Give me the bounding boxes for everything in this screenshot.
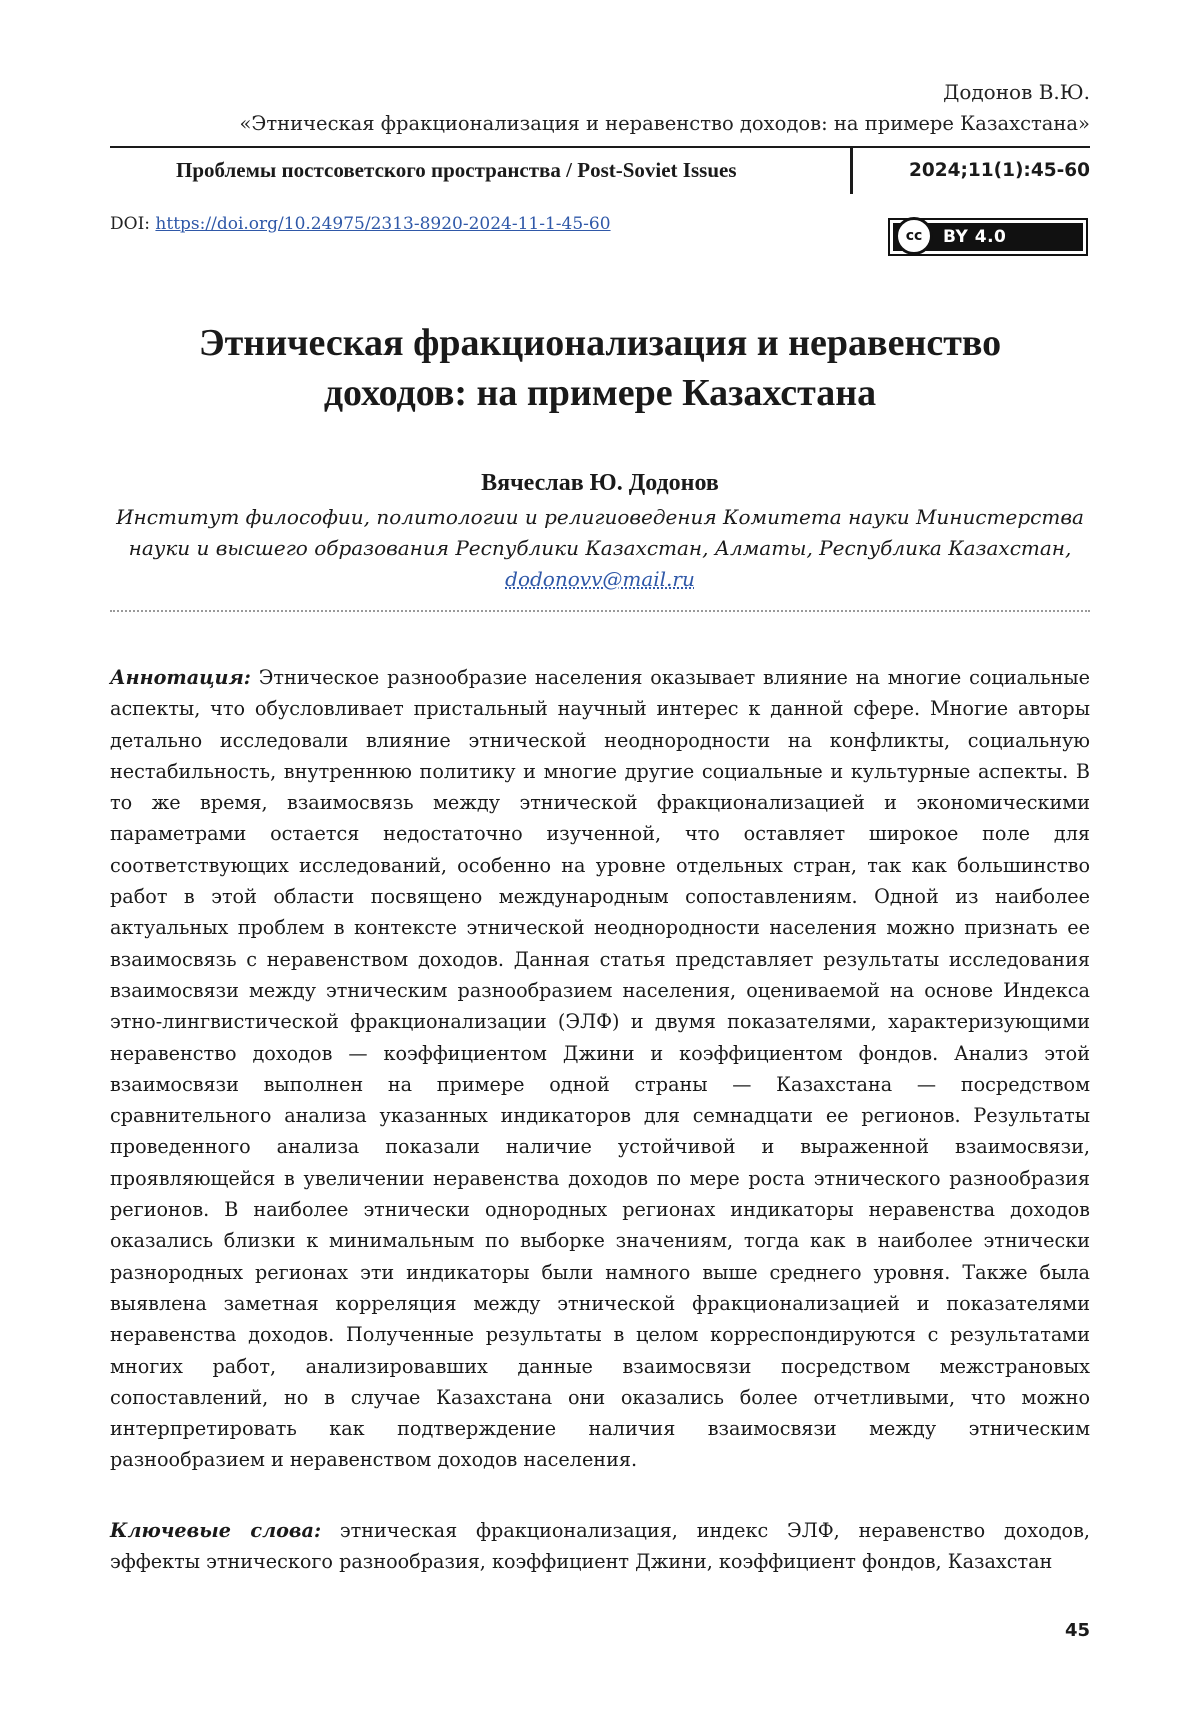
running-header-title: «Этническая фракционализация и неравенство доходов: на примере Казахстана»: [240, 112, 1091, 135]
author-name: Вячеслав Ю. Додонов: [110, 470, 1090, 497]
doi-link[interactable]: https://doi.org/10.24975/2313-8920-2024-11-1-45-60: [155, 214, 610, 234]
abstract: [110, 662, 1090, 1476]
issue-info: 2024;11(1):45-60: [909, 160, 1090, 181]
author-email-link[interactable]: dodonovv@mail.ru: [505, 567, 695, 591]
journal-page: [0, 0, 1200, 1710]
abstract-text: Этническое разнообразие населения оказывает влияние на многие социальные аспекты, что обусловливает пристальный научный интерес к данной сфере. Многие авторы детально исследовали влияние этнической неоднородности на конфликты, социальную нестабильность, внутреннюю политику и многие другие социальные и культурные аспекты. В то же время, взаимосвязь между этнической фракционализацией и экономическими параметрами остается недостаточно изученной, что оставляет широкое поле для соответствующих исследований, особенно на уровне отдельных стран, так как большинство работ в этой области посвящено международным сопоставлениям. Одной из наиболее актуальных проблем в контексте этнической неоднородности населения можно признать ее взаимосвязь с неравенством доходов. Данная статья представляет результаты исследования взаимосвязи между этническим разнообразием населения, оцениваемой на основе Индекса этно-лингвистической фракционализации (ЭЛФ) и двумя показателями, характеризующими неравенство доходов — коэффициентом Джини и коэффициентом фондов. Анализ этой взаимосвязи выполнен на примере одной страны — Казахстана — посредством сравнительного анализа указанных индикаторов для семнадцати ее регионов. Результаты проведенного анализа показали наличие устойчивой и выраженной взаимосвязи, проявляющейся в увеличении неравенства доходов по мере роста этнического разнообразия регионов. В наиболее этнически однородных регионах индикаторы неравенства доходов оказались близки к минимальным по выборке значениям, тогда как в наиболее этнически разнородных регионах эти индикаторы были намного выше среднего уровня. Также была выявлена заметная корреляция между этнической фракционализацией и показателями неравенства доходов. Полученные результаты в целом корреспондируются с результатами многих работ, анализировавших данные взаимосвязи посредством межстрановых сопоставлений, но в случае Казахстана они оказались более отчетливыми, что можно интерпретировать как подтверждение наличия взаимосвязи между этническим разнообразием и неравенством доходов населения.: [110, 666, 1090, 1471]
doi-line: [110, 214, 611, 234]
keywords: [110, 1515, 1090, 1578]
doi-label: DOI:: [110, 214, 155, 234]
abstract-label: Аннотация:: [110, 666, 251, 689]
journal-name: Проблемы постсоветского пространства / Post-Soviet Issues: [176, 158, 737, 183]
dotted-separator: [110, 610, 1090, 612]
cc-icon: cc: [895, 217, 933, 255]
license-text: BY 4.0: [943, 227, 1006, 247]
title-line-2: доходов: на примере Казахстана: [110, 368, 1090, 418]
keywords-text: этническая фракционализация, индекс ЭЛФ, неравенство доходов, эффекты этнического разнообразия, коэффициент Джини, коэффициент фондов, Казахстан: [110, 1519, 1090, 1573]
author-affiliation: [110, 502, 1090, 595]
affiliation-line-1: Институт философии, политологии и религиоведения Комитета науки Министерства: [110, 502, 1090, 533]
affiliation-line-2: науки и высшего образования Республики Казахстан, Алматы, Республика Казахстан,: [110, 533, 1090, 564]
keywords-label: Ключевые слова:: [110, 1519, 321, 1542]
title-line-1: Этническая фракционализация и неравенство: [110, 318, 1090, 368]
running-header-author: Додонов В.Ю.: [943, 80, 1090, 104]
page-number: 45: [1065, 1620, 1090, 1641]
article-title: [110, 318, 1090, 418]
cc-by-license-icon[interactable]: [888, 218, 1088, 256]
header-rule: [110, 146, 1090, 148]
header-divider: [850, 148, 853, 194]
